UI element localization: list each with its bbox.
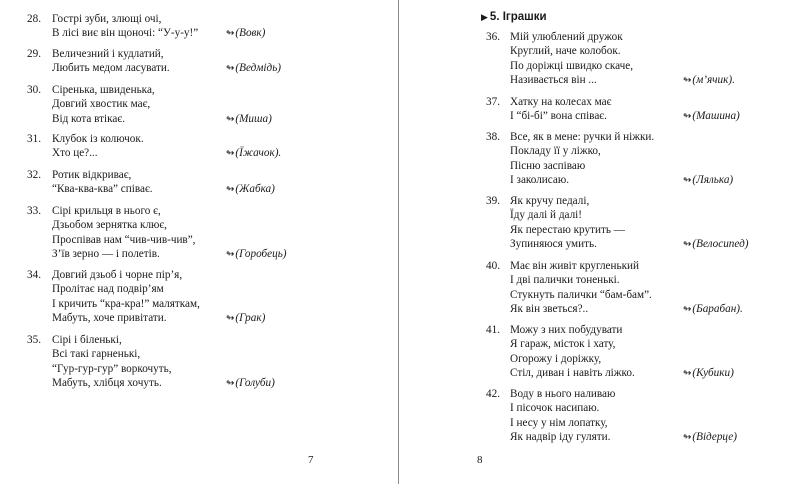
riddle-text — [52, 83, 155, 126]
left-page — [0, 0, 398, 484]
riddle-answer — [226, 376, 275, 391]
riddle-line: Я гараж, місток і хату, — [510, 338, 616, 351]
answer-text: (Грак) — [235, 312, 266, 325]
answer-text: (Жабка) — [235, 183, 275, 196]
riddle-number: 30. — [27, 84, 41, 96]
answer-text: (Їжачок). — [235, 147, 282, 160]
answer-arrow-icon: ↬ — [226, 63, 235, 75]
answer-text: (Барабан). — [692, 303, 743, 316]
riddle-text — [52, 333, 172, 391]
answer-text: (Голуби) — [235, 377, 275, 390]
riddle-line: “Ква-ква-ква” співає. — [52, 183, 153, 196]
riddle-line: Огорожу і доріжку, — [510, 352, 602, 365]
answer-text: (Ведмідь) — [235, 62, 282, 75]
riddle-line: Гострі зуби, злющі очі, — [52, 13, 162, 25]
riddle-line: І заколисаю. — [510, 174, 570, 187]
answer-arrow-icon: ↬ — [683, 111, 692, 123]
riddle-line: Сіренька, швиденька, — [52, 84, 155, 96]
riddle-answer — [226, 146, 281, 161]
riddle-line: Має він живіт кругленький — [510, 260, 640, 272]
riddle-line: Все, як в мене: ручки й ніжки. — [510, 131, 655, 143]
answer-text: (Велосипед) — [692, 238, 749, 251]
answer-arrow-icon: ↬ — [226, 148, 235, 160]
riddle-text — [52, 47, 170, 76]
riddle-number: 41. — [486, 324, 500, 336]
riddle-line: Всі такі гарненькі, — [52, 348, 141, 361]
riddle-line: Пролітає над подвір’ям — [52, 283, 164, 296]
riddle-answer — [226, 247, 287, 262]
riddle-line: Величезний і кудлатий, — [52, 48, 164, 60]
section-marker-icon: ▶ — [481, 13, 488, 23]
riddle-line: Ротик відкриває, — [52, 169, 132, 181]
riddle-number: 42. — [486, 388, 500, 400]
riddle-line: Дзьобом зернятка клює, — [52, 219, 167, 232]
riddle-line: Від кота втікає. — [52, 112, 125, 125]
riddle-line: І дві палички тоненькі. — [510, 274, 620, 287]
riddle-line: Любить медом ласувати. — [52, 62, 170, 75]
answer-text: (м’ячик). — [692, 74, 735, 87]
riddle-number: 31. — [27, 133, 41, 145]
riddle-line: Довгий хвостик має, — [52, 98, 151, 111]
riddle-line: Мабуть, хоче привітати. — [52, 312, 167, 325]
riddle-line: Сірі і біленькі, — [52, 334, 122, 346]
answer-text: (Відерце) — [692, 431, 737, 444]
riddle-text — [52, 12, 198, 41]
riddle-text — [510, 130, 654, 188]
riddle-answer — [226, 112, 272, 127]
riddle-text — [510, 323, 635, 381]
riddle-number: 33. — [27, 205, 41, 217]
riddle-line: Круглий, наче колобок. — [510, 45, 621, 58]
riddle-line: Як надвір іду гуляти. — [510, 431, 611, 444]
riddle-line: В лісі виє він щоночі: “У-у-у!” — [52, 27, 199, 40]
riddle-line: З’їв зерно — і полетів. — [52, 248, 160, 261]
section-heading — [481, 10, 547, 25]
riddle-answer — [683, 173, 733, 188]
riddle-number: 29. — [27, 48, 41, 60]
riddle-text — [52, 204, 195, 262]
riddle-answer — [683, 109, 740, 124]
riddle-answer — [683, 302, 743, 317]
riddle-line: Як він зветься?.. — [510, 303, 589, 316]
page-divider — [398, 0, 399, 484]
riddle-line: Проспівав нам “чив-чив-чив”, — [52, 233, 196, 246]
answer-text: (Машина) — [692, 110, 740, 123]
answer-arrow-icon: ↬ — [683, 239, 692, 251]
riddle-line: Зупиняюся умить. — [510, 238, 597, 251]
answer-arrow-icon: ↬ — [683, 432, 692, 444]
riddle-line: Мій улюблений дружок — [510, 31, 623, 43]
riddle-line: І кричить “кра-кра!” маляткам, — [52, 297, 200, 310]
riddle-line: І несу у нім лопатку, — [510, 416, 608, 429]
riddle-text — [52, 132, 144, 161]
answer-arrow-icon: ↬ — [226, 378, 235, 390]
riddle-line: Стіл, диван і навіть ліжко. — [510, 367, 635, 380]
riddle-answer — [226, 61, 281, 76]
riddle-line: Називається він ... — [510, 74, 597, 87]
riddle-line: “Гур-гур-гур” воркочуть, — [52, 362, 172, 375]
riddle-line: Як перестаю крутить — — [510, 223, 625, 236]
answer-text: (Вовк) — [235, 27, 266, 40]
riddle-line: Їду далі й далі! — [510, 209, 583, 222]
riddle-number: 38. — [486, 131, 500, 143]
answer-text: (Горобець) — [235, 248, 287, 261]
answer-arrow-icon: ↬ — [226, 249, 235, 261]
riddle-answer — [683, 430, 737, 445]
riddle-text — [510, 30, 633, 88]
riddle-answer — [683, 73, 735, 88]
riddle-line: І пісочок насипаю. — [510, 402, 600, 415]
riddle-line: Мабуть, хлібця хочуть. — [52, 377, 162, 390]
riddle-line: Пісню заспіваю — [510, 159, 586, 172]
page-number: 8 — [477, 454, 483, 466]
riddle-number: 28. — [27, 13, 41, 25]
riddle-number: 40. — [486, 260, 500, 272]
answer-arrow-icon: ↬ — [683, 175, 692, 187]
riddle-line: Покладу її у ліжко, — [510, 145, 601, 158]
riddle-line: Хто це?... — [52, 147, 98, 160]
answer-arrow-icon: ↬ — [683, 75, 692, 87]
riddle-line: Як кручу педалі, — [510, 195, 590, 207]
riddle-number: 36. — [486, 31, 500, 43]
riddle-line: Можу з них побудувати — [510, 324, 623, 336]
answer-arrow-icon: ↬ — [226, 28, 235, 40]
riddle-number: 37. — [486, 96, 500, 108]
page-number: 7 — [308, 454, 314, 466]
riddle-answer — [683, 237, 748, 252]
riddle-line: По доріжці швидко скаче, — [510, 59, 634, 72]
section-number: 5. — [489, 11, 500, 23]
answer-text: (Кубики) — [692, 367, 734, 380]
riddle-text — [510, 194, 625, 252]
answer-arrow-icon: ↬ — [226, 313, 235, 325]
riddle-line: І “бі-бі” вона співає. — [510, 110, 607, 123]
riddle-number: 34. — [27, 269, 41, 281]
riddle-line: Сірі крильця в нього є, — [52, 205, 161, 217]
riddle-line: Хатку на колесах має — [510, 96, 612, 108]
answer-arrow-icon: ↬ — [683, 304, 692, 316]
riddle-answer — [226, 311, 265, 326]
section-title: Іграшки — [502, 11, 547, 23]
answer-text: (Лялька) — [692, 174, 734, 187]
riddle-text — [510, 95, 611, 124]
answer-arrow-icon: ↬ — [683, 368, 692, 380]
riddle-number: 32. — [27, 169, 41, 181]
riddle-line: Стукнуть палички “бам-бам”. — [510, 288, 652, 301]
right-page — [400, 0, 805, 484]
riddle-line: Клубок із колючок. — [52, 133, 144, 145]
riddle-line: Довгий дзьоб і чорне пір’я, — [52, 269, 183, 281]
answer-arrow-icon: ↬ — [226, 184, 235, 196]
riddle-text — [52, 268, 200, 326]
riddle-answer — [683, 366, 734, 381]
riddle-answer — [226, 26, 265, 41]
riddle-text — [52, 168, 153, 197]
answer-arrow-icon: ↬ — [226, 113, 235, 125]
riddle-text — [510, 387, 615, 445]
riddle-number: 39. — [486, 195, 500, 207]
riddle-line: Воду в нього наливаю — [510, 388, 616, 400]
riddle-answer — [226, 182, 275, 197]
riddle-number: 35. — [27, 334, 41, 346]
answer-text: (Миша) — [235, 112, 272, 125]
riddle-text — [510, 259, 652, 317]
